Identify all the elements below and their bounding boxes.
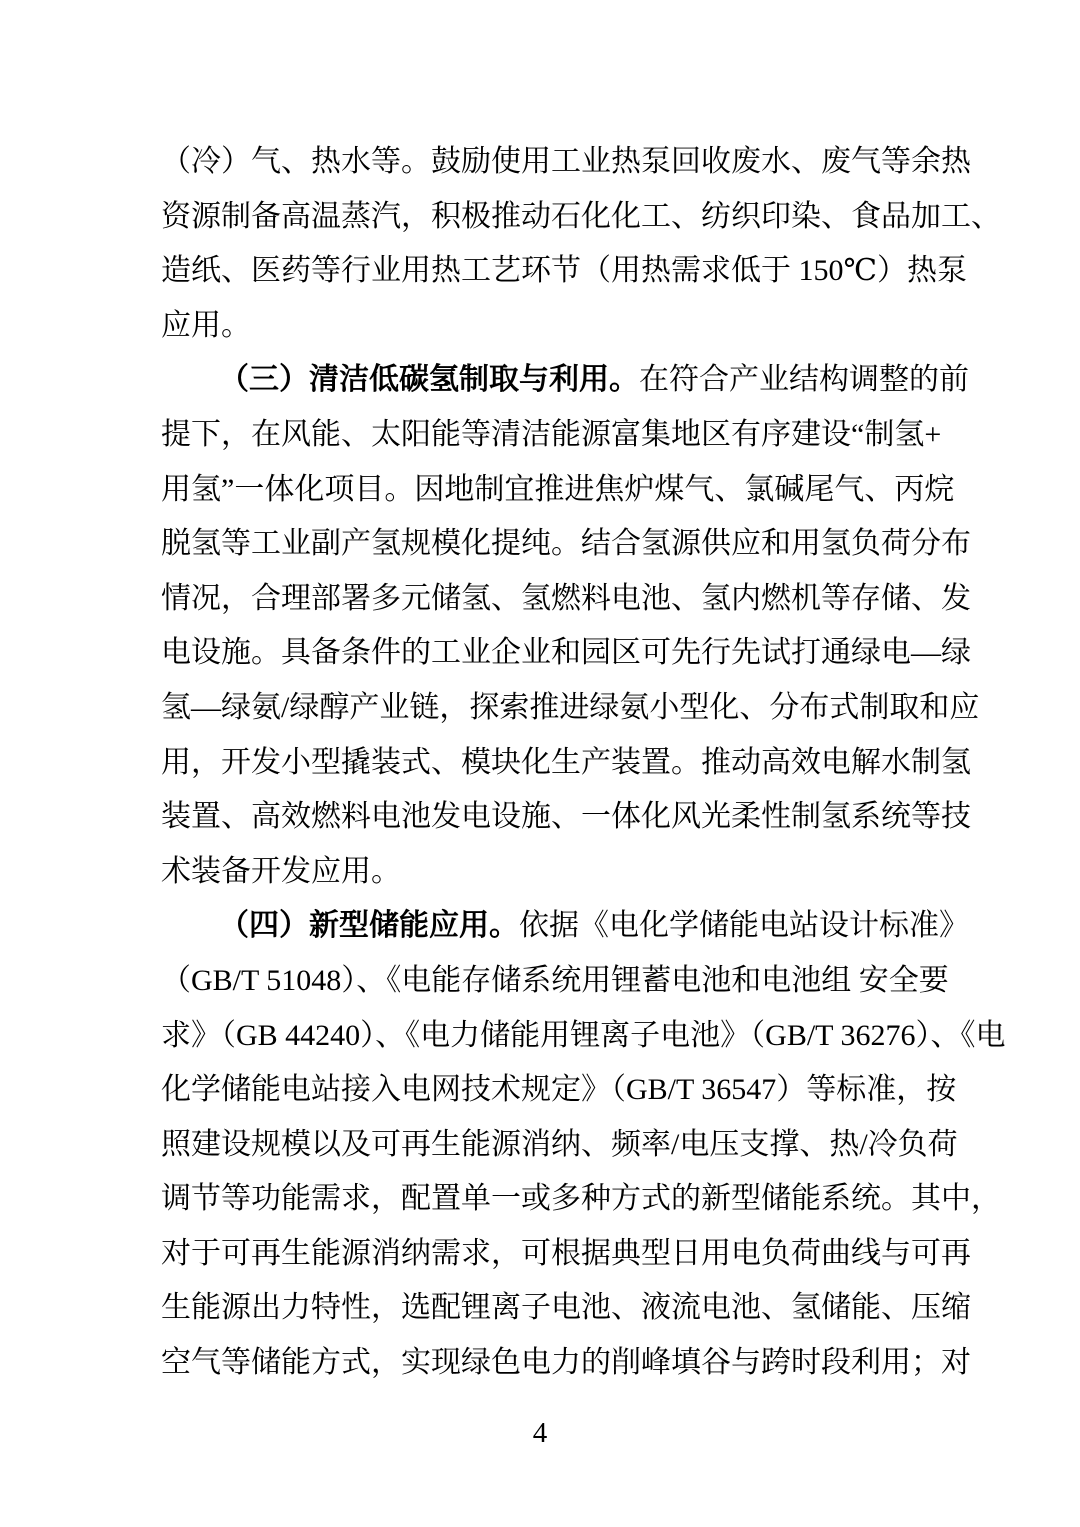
- section-heading-line-4: [161, 899, 969, 954]
- text-line: 求》（GB 44240）、《电力储能用锂离子电池》（GB/T 36276）、《电: [161, 1018, 1006, 1052]
- text-line: 造纸、医药等行业用热工艺环节（用热需求低于 150℃）热泵: [161, 254, 968, 288]
- text-line: 电设施。具备条件的工业企业和园区可先行先试打通绿电—绿: [161, 636, 971, 670]
- text-line: （冷）气、热水等。鼓励使用工业热泵回收废水、废气等余热: [161, 145, 971, 178]
- text-line: 用氢”一体化项目。因地制宜推进焦炉煤气、氯碱尾气、丙烷: [161, 472, 955, 506]
- text-line-paragraph-end: 应用。: [161, 308, 251, 342]
- text-line-paragraph-end: 术装备开发应用。: [161, 854, 401, 888]
- document-body: [161, 135, 1006, 1391]
- text-line: （GB/T 51048）、《电能存储系统用锂蓄电池和电池组 安全要: [161, 963, 949, 997]
- text-line: 用，开发小型撬装式、模块化生产装置。推动高效电解水制氢: [161, 745, 971, 779]
- text-line: 资源制备高温蒸汽，积极推动石化化工、纺织印染、食品加工、: [161, 199, 1001, 233]
- text-line: 对于可再生能源消纳需求，可根据典型日用电负荷曲线与可再: [161, 1236, 971, 1270]
- text-line: 提下，在风能、太阳能等清洁能源富集地区有序建设“制氢+: [161, 417, 942, 451]
- section-heading-rest: 在符合产业结构调整的前: [639, 363, 969, 397]
- text-line: 化学储能电站接入电网技术规定》（GB/T 36547）等标准，按: [161, 1073, 957, 1107]
- page-number: 4: [532, 1417, 548, 1449]
- section-heading-line-3: [161, 353, 969, 408]
- section-heading-bold: （四）新型储能应用。: [219, 909, 519, 943]
- text-line: 调节等功能需求，配置单一或多种方式的新型储能系统。其中，: [161, 1182, 1001, 1216]
- section-heading-bold: （三）清洁低碳氢制取与利用。: [219, 363, 639, 397]
- text-line: 空气等储能方式，实现绿色电力的削峰填谷与跨时段利用；对: [161, 1346, 971, 1380]
- text-line: 生能源出力特性，选配锂离子电池、液流电池、氢储能、压缩: [161, 1291, 971, 1325]
- text-line: 脱氢等工业副产氢规模化提纯。结合氢源供应和用氢负荷分布: [161, 527, 971, 561]
- text-line: 氢—绿氨/绿醇产业链，探索推进绿氨小型化、分布式制取和应: [161, 690, 980, 724]
- text-line: 情况，合理部署多元储氢、氢燃料电池、氢内燃机等存储、发: [161, 581, 971, 615]
- text-line: 装置、高效燃料电池发电设施、一体化风光柔性制氢系统等技: [161, 800, 971, 834]
- section-heading-rest: 依据《电化学储能电站设计标准》: [519, 909, 969, 943]
- text-line: 照建设规模以及可再生能源消纳、频率/电压支撑、热/冷负荷: [161, 1127, 958, 1161]
